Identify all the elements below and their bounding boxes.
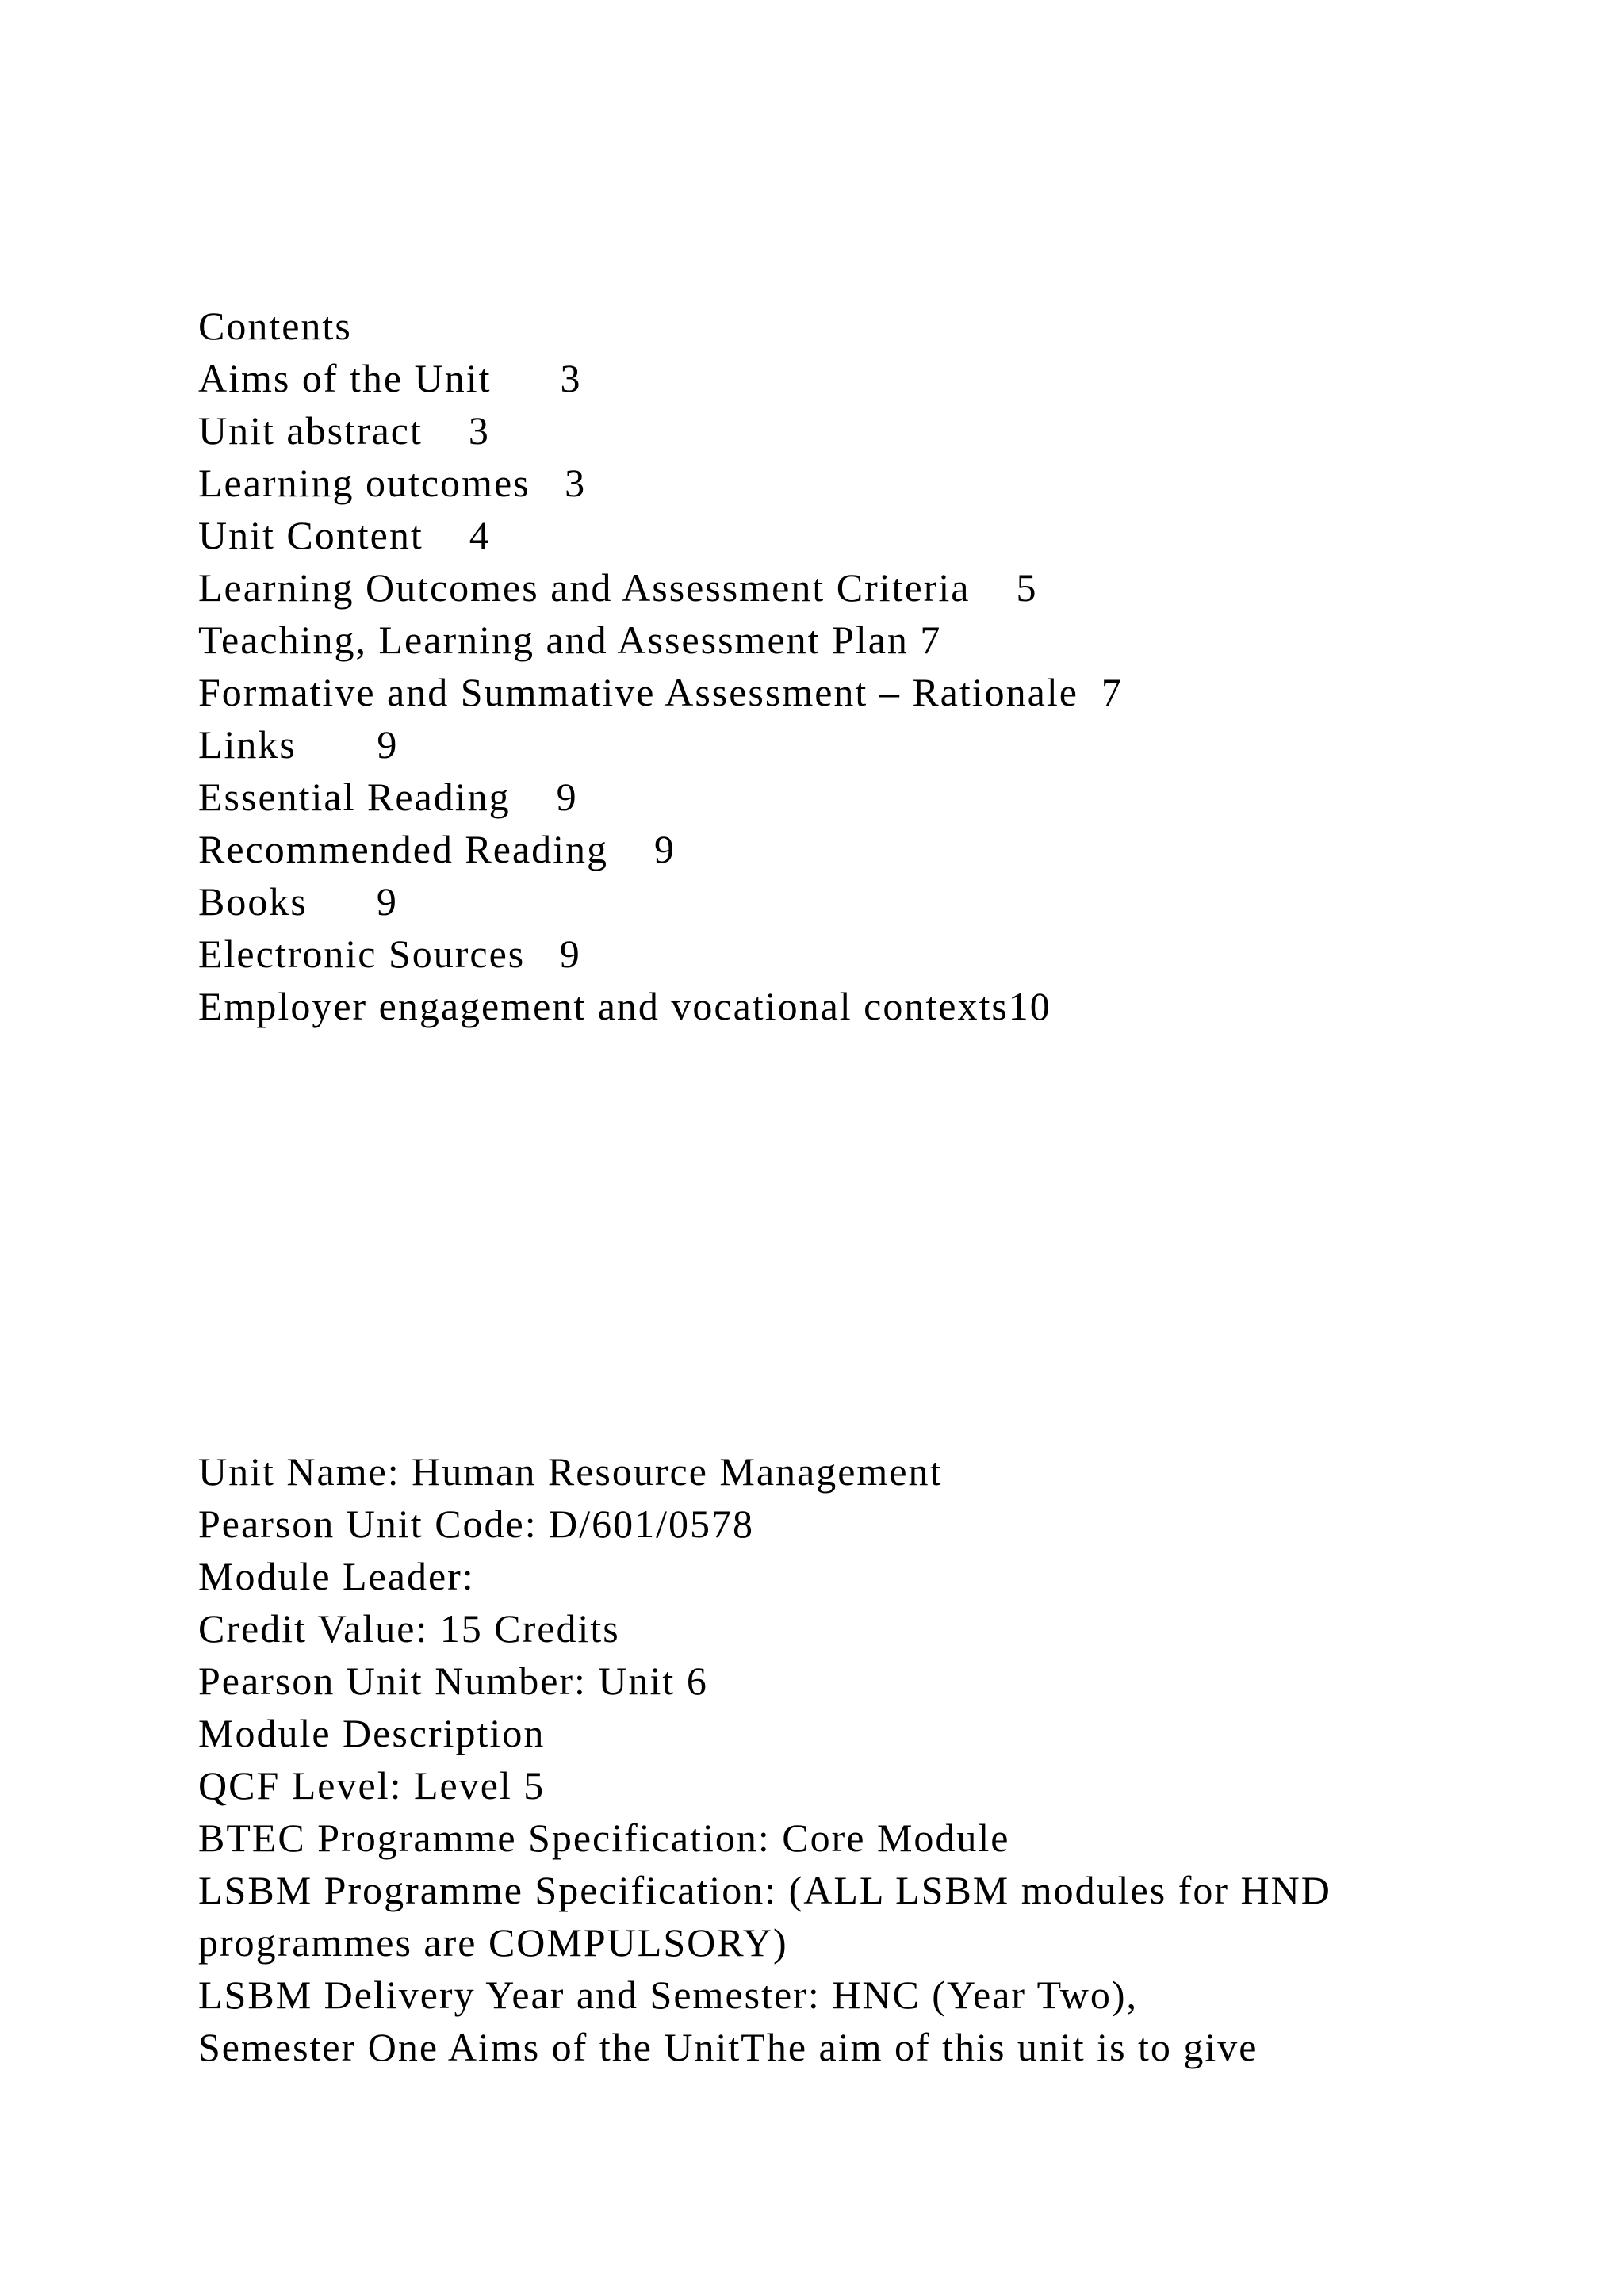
toc-entry-sep — [525, 932, 560, 976]
toc-entry-sep — [1078, 670, 1101, 714]
toc-entry-title: Essential Reading — [198, 775, 511, 819]
toc-entry-books[interactable] — [198, 875, 1546, 928]
toc-entry-outcomes-criteria[interactable] — [198, 561, 1546, 614]
toc-entry-title: Links — [198, 722, 297, 767]
toc-entry-sep — [530, 461, 565, 505]
toc-entry-sep — [423, 408, 469, 453]
toc-entry-page: 4 — [469, 513, 491, 557]
toc-entry-page: 9 — [377, 722, 399, 767]
toc-entry-page: 10 — [1008, 984, 1051, 1028]
toc-entry-page: 9 — [559, 932, 581, 976]
semester-aims: Semester One Aims of the UnitThe aim of this unit is to give — [198, 2025, 1258, 2069]
toc-entry-sep — [970, 565, 1016, 610]
toc-entry-sep — [511, 775, 557, 819]
toc-entry-electronic-sources[interactable] — [198, 928, 1546, 980]
toc-entry-title: Electronic Sources — [198, 932, 526, 976]
toc-entry-unit-content[interactable] — [198, 509, 1546, 561]
toc-entry-teaching-plan[interactable] — [198, 614, 1546, 666]
toc-entry-sep — [423, 513, 469, 557]
toc-entry-sep — [491, 356, 560, 400]
toc-entry-page: 9 — [376, 879, 398, 924]
toc-entry-title: Unit abstract — [198, 408, 423, 453]
unit-name: Unit Name: Human Resource Management — [198, 1449, 943, 1494]
toc-entry-sep — [608, 827, 654, 871]
pearson-unit-number: Pearson Unit Number: Unit 6 — [198, 1659, 708, 1703]
module-leader: Module Leader: — [198, 1554, 475, 1598]
btec-programme-spec: BTEC Programme Specification: Core Module — [198, 1816, 1010, 1860]
toc-entry-page: 3 — [560, 356, 582, 400]
qcf-level: QCF Level: Level 5 — [198, 1763, 546, 1808]
module-description: Module Description — [198, 1711, 546, 1755]
toc-entry-assessment-rationale[interactable] — [198, 666, 1546, 718]
toc-entry-title: Employer engagement and vocational contexts — [198, 984, 1009, 1028]
toc-entry-essential-reading[interactable] — [198, 771, 1546, 823]
toc-entry-title: Teaching, Learning and Assessment Plan — [198, 618, 909, 662]
toc-entry-page: 3 — [468, 408, 490, 453]
lsbm-programme-spec: LSBM Programme Specification: (ALL LSBM modules for HND — [198, 1868, 1331, 1912]
toc-entry-links[interactable] — [198, 718, 1546, 771]
toc-entry-page: 9 — [654, 827, 676, 871]
toc-entry-page: 3 — [565, 461, 587, 505]
lsbm-delivery-year: LSBM Delivery Year and Semester: HNC (Year Two), — [198, 1973, 1138, 2017]
toc-entry-sep — [297, 722, 377, 767]
toc-entry-sep — [909, 618, 921, 662]
toc-entry-page: 9 — [556, 775, 578, 819]
toc-entry-learning-outcomes[interactable] — [198, 457, 1546, 509]
toc-entry-page: 5 — [1016, 565, 1038, 610]
table-of-contents — [198, 300, 1546, 1032]
toc-entry-employer-engagement[interactable] — [198, 980, 1546, 1032]
toc-entry-aims[interactable] — [198, 352, 1546, 404]
toc-entry-page: 7 — [920, 618, 942, 662]
toc-entry-abstract[interactable] — [198, 404, 1546, 457]
toc-entry-title: Books — [198, 879, 308, 924]
toc-entry-recommended-reading[interactable] — [198, 823, 1546, 875]
lsbm-programme-spec-cont: programmes are COMPULSORY) — [198, 1920, 788, 1965]
unit-information — [198, 1445, 1546, 2073]
toc-entry-sep — [308, 879, 377, 924]
toc-entry-title: Learning Outcomes and Assessment Criteria — [198, 565, 971, 610]
toc-heading: Contents — [198, 304, 352, 348]
toc-entry-title: Learning outcomes — [198, 461, 530, 505]
credit-value: Credit Value: 15 Credits — [198, 1606, 620, 1651]
toc-entry-title: Unit Content — [198, 513, 423, 557]
toc-entry-title: Formative and Summative Assessment – Rationale — [198, 670, 1078, 714]
pearson-unit-code: Pearson Unit Code: D/601/0578 — [198, 1502, 755, 1546]
toc-entry-title: Aims of the Unit — [198, 356, 492, 400]
toc-entry-title: Recommended Reading — [198, 827, 609, 871]
toc-entry-page: 7 — [1101, 670, 1123, 714]
